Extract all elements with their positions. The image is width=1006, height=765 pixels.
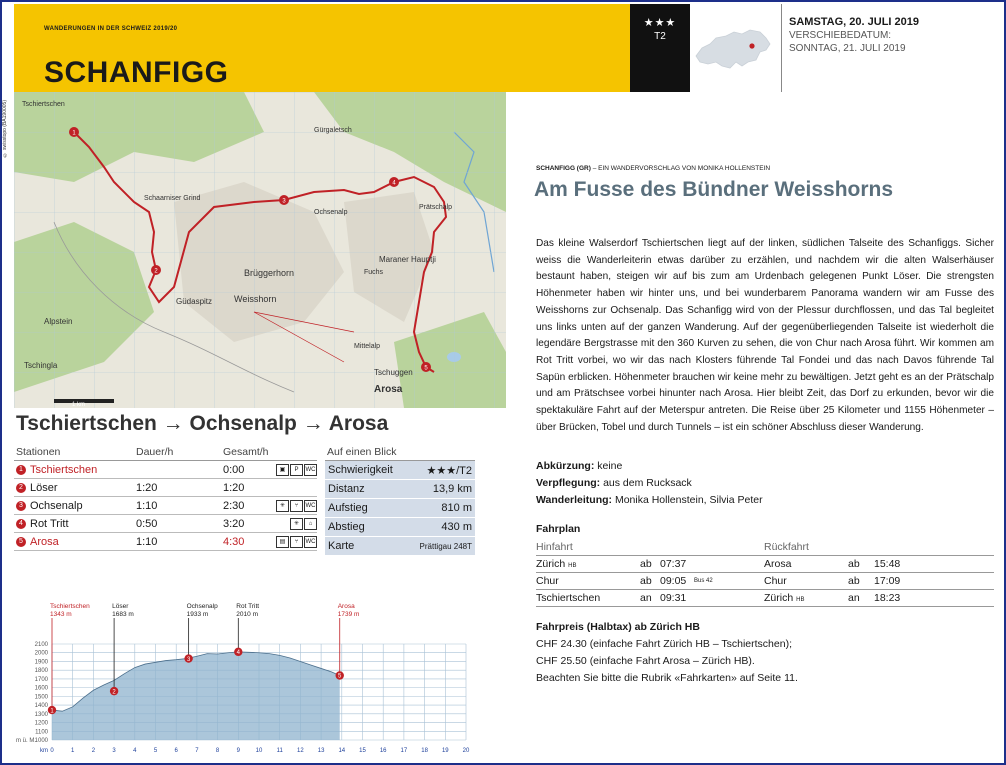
wc-icon: WC (304, 500, 317, 512)
station-dauer: 1:10 (134, 497, 221, 515)
map-label: Tschingla (24, 361, 58, 370)
x-tick-label: 7 (195, 748, 199, 754)
fahrplan-table (536, 539, 994, 607)
y-tick-label: 2000 (34, 650, 48, 657)
picnic-icon: ⌂ (304, 518, 317, 530)
info-value: keine (594, 460, 623, 472)
station-number: 1 (16, 465, 26, 475)
x-tick-label: 14 (338, 748, 346, 754)
fact-value: 13,9 km (407, 480, 475, 499)
col-gesamt: Gesamt/h (221, 444, 273, 461)
scale-label: 1 km (72, 402, 86, 408)
article-body: Das kleine Walserdorf Tschiertschen liegt auf der linken, südlichen Talseite des Schanfiggs. Sicher weiss die Wanderleiterin etwas darüber zu erzählen, und nachdem wir die alten Walserhäuser bestaunt haben, steigen wir auf bis zum am Urdenbach gelegenen Punkt Löser. Die strengsten Höhenmeter haben wir hinter uns, und bei wunderbarem Panorama wandern wir am Fusse des Weisshorns zur Ochsenalp. Das Schanfigg wird von der Plessur durchflossen, und das Tal begleitet uns links unten auf der ganzen Wanderung. Auf der gegenüberliegenden Talseite ist wiederholt die legendäre Bergstrasse mit den 360 Kurven zu sehen, die von Chur nach Arosa führt. Wir kommen am Rot Tritt vorbei, wo wir das nach Klosters führende Tal Fondei und das nach Davos führende Tal Sapün erblicken. Höhenmeter brauchen wir keine mehr zu bewältigen. Jetzt geht es an der Prätschalp und am Prätschsee vorbei hinunter nach Arosa. Hier bleibt Zeit, das Dorf zu erkunden, bevor wir die spektakuläre Fahrt auf der Meterspur antreten. Die Reise über 25 Kilometer und 1155 Höhenmeter – über Brücken, Tobel und durch Tunnels – ist ein schöner Abschluss dieser Wanderung. (536, 238, 994, 433)
y-axis-label: m ü. M. (16, 738, 37, 744)
map-waypoint-number: 2 (154, 268, 158, 275)
y-tick-label: 1800 (34, 668, 48, 675)
direction: an (848, 590, 874, 607)
station-number: 2 (16, 483, 26, 493)
to-cell (764, 590, 848, 607)
fact-value: ★★★/T2 (407, 461, 475, 480)
station-name-cell (14, 461, 134, 479)
fact-row (325, 480, 475, 499)
station-row (14, 479, 317, 497)
map-label: Tschiertschen (22, 101, 65, 108)
article-kicker (536, 165, 770, 172)
info-line (536, 492, 763, 509)
y-tick-label: 2100 (34, 642, 48, 648)
station-dauer (134, 461, 221, 479)
map-label: Mittelalp (354, 343, 381, 350)
fact-value: 430 m (407, 518, 475, 537)
info-label: Wanderleitung: (536, 494, 613, 506)
station-number: 5 (16, 537, 26, 547)
to-station: Chur (764, 575, 787, 587)
header-banner (14, 4, 630, 92)
waypoint-name: Arosa (337, 603, 355, 610)
x-tick-label: 9 (236, 748, 240, 754)
map-label: Güdaspitz (176, 297, 213, 306)
station-number: 3 (16, 501, 26, 511)
y-tick-label: 1400 (34, 703, 48, 710)
station-icons (273, 479, 317, 497)
price-title-text: Fahrpreis (Halbtax) ab Zürich HB (536, 621, 700, 633)
waypoint-number: 5 (338, 673, 342, 680)
difficulty-badge (630, 4, 690, 92)
alt-date: SONNTAG, 21. JULI 2019 (789, 43, 906, 54)
fact-row (325, 518, 475, 537)
station-row (14, 497, 317, 515)
alt-date-label: VERSCHIEBEDATUM: (789, 30, 892, 41)
info-block (536, 458, 763, 509)
to-cell (764, 573, 848, 590)
map-label: Weisshorn (234, 294, 277, 304)
price-line: CHF 25.50 (einfache Fahrt Arosa – Zürich HB). (536, 655, 755, 667)
restaurant-icon: ⑂ (290, 500, 303, 512)
to-station: Zürich (764, 592, 794, 604)
col-icons (273, 444, 317, 461)
direction: ab (640, 573, 660, 590)
fahrplan-row (536, 590, 994, 607)
price-line: Beachten Sie bitte die Rubrik «Fahrkarten» auf Seite 11. (536, 672, 798, 684)
info-line (536, 458, 763, 475)
facts-header-row (325, 444, 475, 461)
waypoint-number: 2 (112, 689, 116, 696)
map-label: Ochsenalp (314, 209, 348, 216)
station-name-cell (14, 497, 134, 515)
page-title: SCHANFIGG (44, 56, 229, 89)
fact-label: Karte (325, 537, 407, 556)
map-label: Arosa (374, 384, 403, 395)
region-marker-icon (749, 43, 754, 48)
viewpoint-icon: ✳ (276, 500, 289, 512)
x-tick-label: 8 (215, 748, 220, 754)
x-tick-label: 11 (276, 748, 283, 754)
fact-row (325, 537, 475, 556)
price-block (536, 619, 798, 687)
note (694, 556, 754, 573)
facts-table (325, 444, 475, 556)
map-label: Schaarniser Grind (144, 195, 201, 202)
station-gesamt: 2:30 (221, 497, 273, 515)
waypoint-number: 4 (236, 650, 240, 657)
station-row (14, 533, 317, 551)
spacer (754, 590, 764, 607)
station-row (14, 515, 317, 533)
from-station: Zürich (536, 558, 566, 570)
y-tick-label: 1300 (34, 711, 48, 718)
fahrplan-row (536, 573, 994, 590)
train-icon: ▤ (276, 536, 289, 548)
station-gesamt: 0:00 (221, 461, 273, 479)
direction: an (640, 590, 660, 607)
facts-header: Auf einen Blick (325, 444, 475, 461)
x-tick-label: 12 (297, 748, 304, 754)
station-gesamt: 3:20 (221, 515, 273, 533)
x-axis-label: km (40, 748, 48, 754)
hike-date: SAMSTAG, 20. JULI 2019 (789, 16, 920, 28)
fact-value: 810 m (407, 499, 475, 518)
fact-row (325, 499, 475, 518)
station-gesamt: 4:30 (221, 533, 273, 551)
fahrplan-row (536, 556, 994, 573)
station-name: Löser (30, 481, 58, 494)
y-tick-label: 1500 (34, 694, 48, 701)
spacer (754, 556, 764, 573)
waypoint-altitude: 1933 m (186, 611, 209, 618)
map-label: Maraner Hauptji (379, 255, 436, 264)
waypoint-name: Ochsenalp (186, 603, 218, 610)
x-tick-label: 20 (462, 748, 470, 754)
direction: ab (848, 573, 874, 590)
map-copyright: © swisstopo (BA190005) (2, 100, 8, 158)
station-icons (273, 497, 317, 515)
y-tick-label: 1100 (35, 729, 48, 736)
station-row (14, 461, 317, 479)
date-box (781, 4, 996, 92)
to-cell (764, 556, 848, 573)
from-cell (536, 573, 640, 590)
station-gesamt: 1:20 (221, 479, 273, 497)
map-label: Fuchs (364, 269, 384, 276)
col-dauer: Dauer/h (134, 444, 221, 461)
route-title: Tschiertschen → Ochsenalp → Arosa (16, 412, 389, 435)
waypoint-number: 3 (186, 656, 191, 663)
to-sub: HB (796, 597, 805, 603)
waypoint-name: Tschiertschen (50, 603, 90, 610)
series-label: WANDERUNGEN IN DER SCHWEIZ 2019/20 (44, 26, 178, 32)
fact-value: Prättigau 248T (407, 537, 475, 556)
stations-table (14, 444, 317, 551)
y-tick-label: 1600 (34, 685, 48, 692)
waypoint-name: Rot Tritt (236, 603, 260, 610)
station-name: Ochsenalp (30, 499, 83, 512)
station-name: Arosa (30, 535, 59, 548)
x-tick-label: 2 (91, 748, 96, 754)
waypoint-altitude: 1343 m (50, 611, 72, 618)
x-tick-label: 5 (153, 748, 158, 754)
x-tick-label: 13 (317, 748, 325, 754)
route-map (14, 92, 506, 408)
time: 15:48 (874, 556, 994, 573)
viewpoint-icon: ✳ (290, 518, 303, 530)
waypoint-number: 1 (50, 708, 54, 715)
station-icons (273, 461, 317, 479)
wc-icon: WC (304, 464, 317, 476)
price-line: CHF 24.30 (einfache Fahrt Zürich HB – Tschiertschen); (536, 638, 792, 650)
station-name: Rot Tritt (30, 517, 69, 530)
x-tick-label: 0 (50, 748, 54, 754)
station-name-cell (14, 533, 134, 551)
x-tick-label: 18 (421, 748, 428, 754)
map-waypoint-number: 1 (72, 130, 76, 137)
station-icons (273, 515, 317, 533)
station-name: Tschiertschen (30, 463, 98, 476)
elevation-profile-chart (14, 600, 484, 760)
x-tick-label: 6 (174, 748, 178, 754)
article-headline: Am Fusse des Bündner Weisshorns (534, 178, 894, 201)
fact-label: Aufstieg (325, 499, 407, 518)
x-tick-label: 10 (255, 748, 263, 754)
restaurant-icon: ⑂ (290, 536, 303, 548)
fahrplan-title: Fahrplan (536, 523, 581, 535)
x-tick-label: 16 (379, 748, 387, 754)
wc-icon: WC (304, 536, 317, 548)
stations-header-row (14, 444, 317, 461)
station-dauer: 1:10 (134, 533, 221, 551)
station-dauer: 0:50 (134, 515, 221, 533)
info-value: Monika Hollenstein, Silvia Peter (612, 494, 763, 506)
switzerland-map-icon (690, 4, 778, 92)
kicker-region: SCHANFIGG (GR) (536, 165, 591, 172)
spacer (754, 573, 764, 590)
info-line (536, 475, 763, 492)
bus-icon: ▣ (276, 464, 289, 476)
station-dauer: 1:20 (134, 479, 221, 497)
info-label: Verpflegung: (536, 477, 601, 489)
y-tick-label: 1200 (34, 720, 48, 727)
from-sub: HB (568, 563, 577, 569)
time: 17:09 (874, 573, 994, 590)
station-name-cell (14, 479, 134, 497)
fact-label: Schwierigkeit (325, 461, 407, 480)
waypoint-name: Löser (112, 603, 129, 610)
x-tick-label: 1 (71, 748, 75, 754)
difficulty-stars: ★★★ (643, 17, 677, 29)
station-icons (273, 533, 317, 551)
map-waypoint-number: 3 (282, 198, 286, 205)
y-tick-label: 1700 (34, 676, 48, 683)
x-tick-label: 19 (441, 748, 449, 754)
info-value: aus dem Rucksack (600, 477, 692, 489)
waypoint-altitude: 1739 m (337, 611, 360, 618)
info-label: Abkürzung: (536, 460, 595, 472)
rueckfahrt-header: Rückfahrt (764, 539, 994, 556)
map-label: Gürgaletsch (314, 127, 352, 134)
from-station: Chur (536, 575, 559, 587)
hinfahrt-header: Hinfahrt (536, 539, 764, 556)
time: 07:37 (660, 556, 694, 573)
map-label: Alpstein (44, 317, 73, 326)
from-cell (536, 556, 640, 573)
to-station: Arosa (764, 558, 792, 570)
col-stations: Stationen (14, 444, 134, 461)
x-tick-label: 4 (133, 748, 137, 754)
parking-icon: P (290, 464, 303, 476)
waypoint-altitude: 1683 m (112, 611, 134, 618)
time: 09:05 (660, 573, 694, 590)
time: 18:23 (874, 590, 994, 607)
y-tick-label: 1900 (34, 659, 48, 666)
x-tick-label: 15 (359, 748, 366, 754)
fact-row (325, 461, 475, 480)
station-number: 4 (16, 519, 26, 529)
fahrplan-header-row (536, 539, 994, 556)
map-waypoint-number: 5 (424, 365, 428, 372)
y-tick-label: 1000 (34, 738, 48, 744)
difficulty-grade: T2 (654, 31, 666, 42)
elevation-area (52, 652, 340, 740)
fact-label: Distanz (325, 480, 407, 499)
note: Bus 42 (694, 573, 754, 590)
time: 09:31 (660, 590, 694, 607)
direction: ab (640, 556, 660, 573)
map-label: Brüggerhorn (244, 268, 295, 278)
from-station: Tschiertschen (536, 592, 601, 604)
price-title (536, 619, 798, 636)
note (694, 590, 754, 607)
waypoint-altitude: 2010 m (236, 611, 258, 618)
fact-label: Abstieg (325, 518, 407, 537)
x-tick-label: 3 (112, 748, 116, 754)
map-waypoint-number: 4 (392, 180, 396, 187)
station-name-cell (14, 515, 134, 533)
map-label: Tschuggen (374, 368, 413, 377)
x-tick-label: 17 (400, 748, 408, 754)
map-label: Prätschalp (419, 204, 453, 211)
from-cell (536, 590, 640, 607)
kicker-author: – EIN WANDERVORSCHLAG VON MONIKA HOLLENSTEIN (590, 165, 771, 172)
direction: ab (848, 556, 874, 573)
